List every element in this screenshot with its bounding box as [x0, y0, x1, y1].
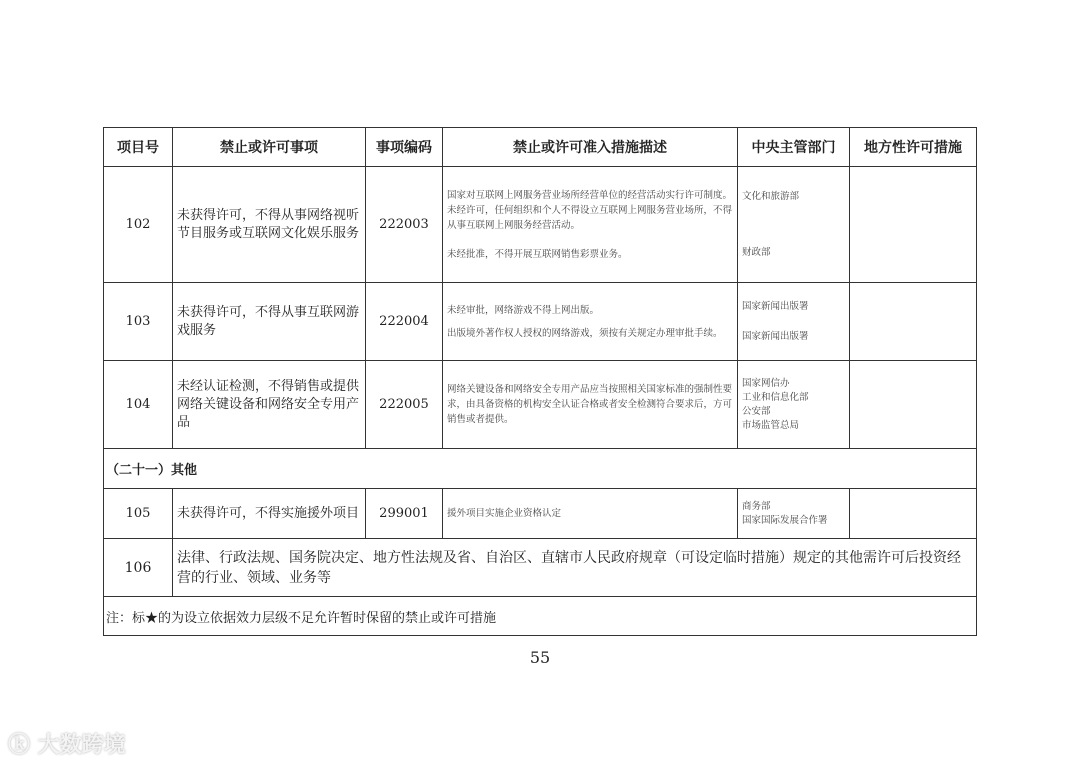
description: 网络关键设备和网络安全专用产品应当按照相关国家标准的强制性要求，由具备资格的机构安全认证合格或者安全检测符合要求后，方可销售或者提供。 [443, 361, 738, 449]
department [738, 283, 850, 361]
table-row [104, 539, 977, 597]
department-name: 文化和旅游部 [742, 190, 800, 202]
department-name: 国家新闻出版署 [742, 330, 809, 342]
row-number: 105 [104, 489, 173, 539]
local-measure [850, 489, 977, 539]
department [738, 489, 850, 539]
header-cell: 项目号 [104, 128, 173, 167]
watermark-logo: ⓚ 大数跨境 [8, 733, 126, 758]
header-cell: 事项编码 [366, 128, 443, 167]
header-cell: 地方性许可措施 [850, 128, 977, 167]
row-text: 法律、行政法规、国务院决定、地方性法规及省、自治区、直辖市人民政府规章（可设定临时措施）规定的其他需许可后投资经营的行业、领域、业务等 [173, 539, 977, 597]
row-number: 103 [104, 283, 173, 361]
row-number: 104 [104, 361, 173, 449]
department-name: 国家网信办 [742, 377, 790, 389]
department-name: 财政部 [742, 246, 771, 258]
item-text: 未获得许可，不得从事互联网游戏服务 [173, 283, 366, 361]
department-name: 商务部 [742, 500, 771, 512]
local-measure [850, 361, 977, 449]
header-cell: 中央主管部门 [738, 128, 850, 167]
item-code: 299001 [366, 489, 443, 539]
local-measure [850, 283, 977, 361]
description-para: 出版境外著作权人授权的网络游戏，须按有关规定办理审批手续。 [447, 327, 723, 339]
description-para: 未经批准，不得开展互联网销售彩票业务。 [447, 248, 628, 260]
header-cell: 禁止或许可准入措施描述 [443, 128, 738, 167]
table-row [104, 283, 977, 361]
table-row [104, 361, 977, 449]
header-cell: 禁止或许可事项 [173, 128, 366, 167]
page-number: 55 [529, 648, 551, 667]
department [738, 167, 850, 283]
department [738, 361, 850, 449]
description [443, 167, 738, 283]
department-name: 公安部 [742, 405, 771, 417]
negative-list-table [103, 127, 977, 636]
table-row [104, 167, 977, 283]
description-para: 国家对互联网上网服务营业场所经营单位的经营活动实行许可制度。未经许可，任何组织和个人不得设立互联网上网服务营业场所，不得从事互联网上网服务经营活动。 [447, 189, 733, 231]
section-row [104, 449, 977, 489]
table-row [104, 489, 977, 539]
department-name: 市场监管总局 [742, 419, 800, 431]
department-name: 工业和信息化部 [742, 391, 809, 403]
item-code: 222003 [366, 167, 443, 283]
item-code: 222005 [366, 361, 443, 449]
note: 注：标★的为设立依据效力层级不足允许暂时保留的禁止或许可措施 [104, 597, 977, 636]
note-row [104, 597, 977, 636]
department-name: 国家国际发展合作署 [742, 514, 828, 526]
local-measure [850, 167, 977, 283]
header-row [104, 128, 977, 167]
description: 援外项目实施企业资格认定 [443, 489, 738, 539]
watermark-text: 大数跨境 [37, 733, 126, 758]
row-number: 102 [104, 167, 173, 283]
description [443, 283, 738, 361]
department-name: 国家新闻出版署 [742, 300, 809, 312]
item-text: 未获得许可，不得实施援外项目 [173, 489, 366, 539]
item-text: 未经认证检测，不得销售或提供网络关键设备和网络安全专用产品 [173, 361, 366, 449]
description-para: 未经审批，网络游戏不得上网出版。 [447, 304, 600, 316]
row-number: 106 [104, 539, 173, 597]
item-text: 未获得许可，不得从事网络视听节目服务或互联网文化娱乐服务 [173, 167, 366, 283]
section-title: （二十一）其他 [104, 449, 977, 489]
item-code: 222004 [366, 283, 443, 361]
